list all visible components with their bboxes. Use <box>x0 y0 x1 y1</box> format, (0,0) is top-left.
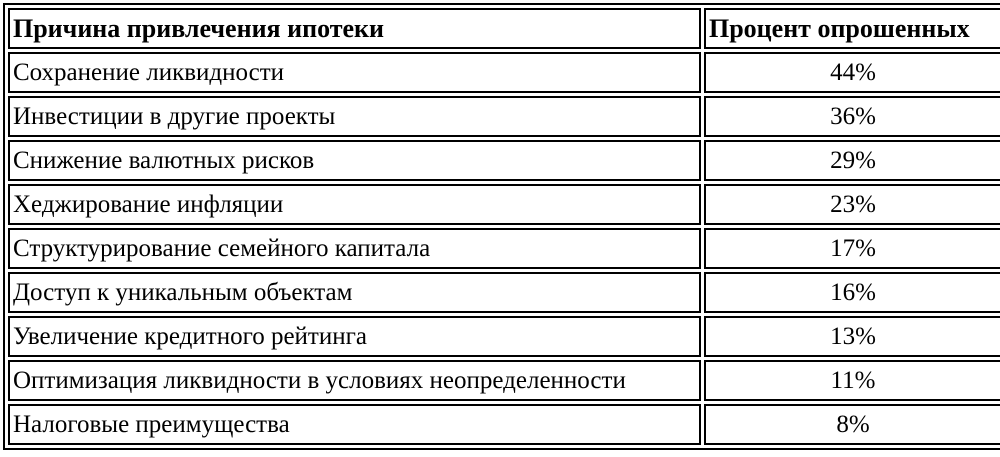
table-row <box>8 140 1000 181</box>
table-body <box>8 52 1000 445</box>
reason-cell: Оптимизация ликвидности в условиях неопределенности <box>8 360 701 401</box>
percent-cell: 44% <box>704 52 1000 93</box>
percent-cell: 36% <box>704 96 1000 137</box>
percent-cell: 29% <box>704 140 1000 181</box>
table-row <box>8 316 1000 357</box>
column-header-reason: Причина привлечения ипотеки <box>8 8 701 49</box>
reason-cell: Налоговые преимущества <box>8 404 701 445</box>
reason-cell: Инвестиции в другие проекты <box>8 96 701 137</box>
percent-cell: 16% <box>704 272 1000 313</box>
reason-cell: Снижение валютных рисков <box>8 140 701 181</box>
table-row <box>8 404 1000 445</box>
table-row <box>8 184 1000 225</box>
table-row <box>8 272 1000 313</box>
percent-cell: 11% <box>704 360 1000 401</box>
table-header-row <box>8 8 1000 49</box>
table-row <box>8 96 1000 137</box>
reason-cell: Структурирование семейного капитала <box>8 228 701 269</box>
percent-cell: 8% <box>704 404 1000 445</box>
reason-cell: Хеджирование инфляции <box>8 184 701 225</box>
table-row <box>8 52 1000 93</box>
mortgage-reasons-table <box>3 3 1000 450</box>
percent-cell: 17% <box>704 228 1000 269</box>
column-header-percent: Процент опрошенных <box>704 8 1000 49</box>
reason-cell: Доступ к уникальным объектам <box>8 272 701 313</box>
percent-cell: 23% <box>704 184 1000 225</box>
table-row <box>8 360 1000 401</box>
reason-cell: Сохранение ликвидности <box>8 52 701 93</box>
percent-cell: 13% <box>704 316 1000 357</box>
reason-cell: Увеличение кредитного рейтинга <box>8 316 701 357</box>
table-row <box>8 228 1000 269</box>
